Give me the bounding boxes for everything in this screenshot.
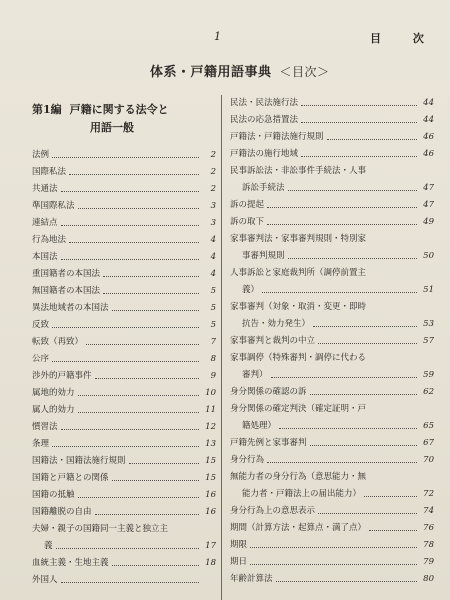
- toc-entry-page: 70: [423, 455, 434, 465]
- toc-entry-title-cont: 訴訟手続法: [242, 183, 285, 193]
- toc-entry-title-cont: 抗告・効力発生）: [242, 319, 311, 329]
- toc-entry-page: 5: [210, 303, 216, 313]
- toc-entry: [230, 161, 434, 195]
- toc-entry-title: 無能力者の身分行為（意思能力・無: [230, 472, 367, 482]
- toc-title-main: 体系・戸籍用語事典: [150, 65, 272, 80]
- toc-entry-title: 条理: [32, 439, 50, 449]
- toc-entry: [32, 332, 216, 349]
- leader-dots: [78, 395, 199, 396]
- toc-entry: [32, 179, 216, 196]
- toc-entry-title: 反致: [32, 320, 50, 330]
- leader-dots: [276, 581, 417, 582]
- toc-entry-page: 4: [210, 235, 216, 245]
- toc-entry-page: 17: [205, 541, 216, 551]
- toc-entry-title: 渉外的戸籍事件: [32, 371, 92, 381]
- toc-entry: [32, 349, 216, 366]
- leader-dots: [129, 463, 199, 464]
- toc-entry-page: 15: [205, 456, 216, 466]
- toc-entry-page: 57: [423, 336, 434, 346]
- leader-dots: [301, 156, 417, 157]
- toc-entry-title: 国籍の抵触: [32, 490, 75, 500]
- toc-entry-page: 8: [210, 354, 216, 364]
- toc-entry: [32, 519, 216, 553]
- leader-dots: [112, 310, 199, 311]
- toc-entry-title: 家事審判と裁判の中立: [230, 336, 316, 346]
- toc-entry-page: 44: [423, 115, 434, 125]
- toc-entry-page: 59: [423, 370, 434, 380]
- toc-entry-title: 家事審判法・家事審判規則・特別家: [230, 234, 367, 244]
- toc-entry-title-cont: 事審判規則: [242, 251, 285, 261]
- toc-entry: [230, 297, 434, 331]
- page-number: 1: [214, 30, 221, 43]
- leader-dots: [52, 157, 199, 158]
- leader-dots: [56, 548, 199, 549]
- leader-dots: [52, 446, 199, 447]
- toc-entry-title: 民事訴訟法・非訟事件手続法・人事: [230, 166, 367, 176]
- leader-dots: [78, 412, 199, 413]
- leader-dots: [250, 547, 417, 548]
- toc-entry-page: 3: [210, 201, 216, 211]
- toc-entry-title: 連結点: [32, 218, 58, 228]
- toc-entry-title: 身分行為: [230, 455, 265, 465]
- toc-column-left: [32, 93, 216, 587]
- toc-entry-page: 67: [423, 438, 434, 448]
- leader-dots: [288, 190, 417, 191]
- toc-entry-page: 62: [423, 387, 434, 397]
- chapter-heading: [32, 101, 216, 137]
- toc-entry-page: 5: [210, 320, 216, 330]
- toc-entry-title: 本国法: [32, 252, 58, 262]
- leader-dots: [78, 208, 199, 209]
- toc-entry-title-cont: 義: [44, 541, 53, 551]
- toc-entry-title: 身分関係の確認の訴: [230, 387, 307, 397]
- toc-entry-page: 16: [205, 507, 216, 517]
- toc-entry-title-cont: 審判）: [242, 370, 268, 380]
- toc-entry-page: 4: [210, 252, 216, 262]
- toc-entry: [230, 127, 434, 144]
- toc-entry-page: 11: [205, 405, 216, 415]
- toc-entry: [32, 451, 216, 468]
- toc-entry-page: 7: [210, 337, 216, 347]
- toc-entry: [32, 383, 216, 400]
- leader-dots: [318, 513, 417, 514]
- toc-entry-page: 9: [210, 371, 216, 381]
- toc-entry-title: 身分関係の確定判決（確定証明・戸: [230, 404, 367, 414]
- toc-entry-page: 78: [423, 540, 434, 550]
- toc-entry-title-cont: 籍処理）: [242, 421, 277, 431]
- toc-entry-title: 重国籍者の本国法: [32, 269, 101, 279]
- leader-dots: [69, 174, 199, 175]
- leader-dots: [103, 276, 199, 277]
- toc-entry-page: 2: [210, 184, 216, 194]
- toc-entry-title: 転致（再致）: [32, 337, 84, 347]
- toc-entry-page: 16: [205, 490, 216, 500]
- toc-entry-title: 年齢計算法: [230, 574, 273, 584]
- toc-entry-title: 期間（計算方法・起算点・満了点）: [230, 523, 367, 533]
- leader-dots: [271, 377, 417, 378]
- toc-entry-page: 79: [423, 557, 434, 567]
- toc-entry: [230, 263, 434, 297]
- toc-entry-title: 人事訴訟と家庭裁判所（調停前置主: [230, 268, 367, 278]
- toc-entry-title: 属地的効力: [32, 388, 75, 398]
- toc-entry-page: 47: [423, 200, 434, 210]
- toc-title: [150, 61, 330, 80]
- leader-dots: [310, 445, 417, 446]
- toc-entry-page: 2: [210, 167, 216, 177]
- chapter-title-line1: 戸籍に関する法令と: [69, 103, 169, 116]
- toc-entry: [230, 501, 434, 518]
- toc-entry-page: 46: [423, 132, 434, 142]
- toc-entry-page: 13: [205, 439, 216, 449]
- toc-entry-page: 50: [423, 251, 434, 261]
- toc-entry-title: 国籍離脱の自由: [32, 507, 92, 517]
- toc-entry-page: 10: [205, 388, 216, 398]
- running-header: 目 次: [370, 32, 438, 45]
- leader-dots: [301, 105, 417, 106]
- toc-entry: [230, 212, 434, 229]
- leader-dots: [52, 327, 199, 328]
- toc-entry-page: 72: [423, 489, 434, 499]
- toc-entry-title: 行為地法: [32, 235, 67, 245]
- leader-dots: [112, 565, 199, 566]
- toc-entry: [230, 331, 434, 348]
- toc-entry: [230, 93, 434, 110]
- toc-entry: [32, 298, 216, 315]
- toc-entry-page: 2: [210, 150, 216, 160]
- toc-entry: [32, 468, 216, 485]
- toc-entry: [32, 247, 216, 264]
- toc-entry: [32, 145, 216, 162]
- toc-entry: [32, 417, 216, 434]
- toc-entry-title: 国籍と戸籍との関係: [32, 473, 109, 483]
- leader-dots: [369, 530, 417, 531]
- toc-entry: [230, 195, 434, 212]
- toc-entry: [32, 196, 216, 213]
- toc-entry-title: 共通法: [32, 184, 58, 194]
- toc-entry-page: 76: [423, 523, 434, 533]
- leader-dots: [279, 428, 417, 429]
- toc-entry-title: 慣習法: [32, 422, 58, 432]
- leader-dots: [313, 326, 417, 327]
- toc-entry-title-cont: 義）: [242, 285, 260, 295]
- toc-entry-page: 65: [423, 421, 434, 431]
- leader-dots: [364, 496, 417, 497]
- toc-entry: [230, 144, 434, 161]
- toc-entry-page: 80: [423, 574, 434, 584]
- leader-dots: [267, 224, 417, 225]
- toc-entry: [230, 569, 434, 586]
- toc-entry: [230, 552, 434, 569]
- toc-entry-title: 戸籍先例と家事審判: [230, 438, 307, 448]
- leader-dots: [61, 582, 199, 583]
- toc-entry-title: 身分行為上の意思表示: [230, 506, 316, 516]
- toc-list-left: [32, 145, 216, 587]
- toc-entry-page: 12: [205, 422, 216, 432]
- toc-title-sub: ＜目次＞: [279, 65, 330, 79]
- toc-entry-title: 国籍法・国籍法施行規則: [32, 456, 126, 466]
- toc-entry: [230, 518, 434, 535]
- toc-entry-title: 訴の提起: [230, 200, 265, 210]
- toc-entry-title: 異法地域者の本国法: [32, 303, 109, 313]
- leader-dots: [267, 462, 417, 463]
- toc-entry-page: 5: [210, 286, 216, 296]
- toc-entry-title: 期日: [230, 557, 248, 567]
- toc-entry: [230, 433, 434, 450]
- toc-entry-page: 4: [210, 269, 216, 279]
- toc-entry: [32, 400, 216, 417]
- leader-dots: [262, 292, 417, 293]
- toc-entry-page: 44: [423, 98, 434, 108]
- leader-dots: [86, 344, 199, 345]
- toc-entry: [230, 382, 434, 399]
- leader-dots: [267, 207, 417, 208]
- toc-entry-page: 15: [205, 473, 216, 483]
- toc-entry-page: 47: [423, 183, 434, 193]
- toc-entry: [32, 281, 216, 298]
- leader-dots: [327, 139, 417, 140]
- leader-dots: [61, 225, 199, 226]
- toc-entry-title: 国際私法: [32, 167, 67, 177]
- toc-entry-page: 49: [423, 217, 434, 227]
- leader-dots: [52, 361, 199, 362]
- toc-entry: [230, 110, 434, 127]
- toc-entry-page: 46: [423, 149, 434, 159]
- leader-dots: [103, 293, 199, 294]
- toc-entry-title: 準国際私法: [32, 201, 75, 211]
- toc-entry-title: 戸籍法の施行地域: [230, 149, 299, 159]
- toc-entry-title: 血統主義・生地主義: [32, 558, 109, 568]
- toc-entry: [32, 485, 216, 502]
- leader-dots: [318, 343, 417, 344]
- leader-dots: [61, 191, 199, 192]
- toc-entry-page: 18: [205, 558, 216, 568]
- leader-dots: [61, 429, 199, 430]
- chapter-number: 第1編: [32, 103, 62, 116]
- toc-entry: [32, 264, 216, 281]
- toc-entry-title: 戸籍法・戸籍法施行規則: [230, 132, 324, 142]
- toc-entry: [32, 230, 216, 247]
- leader-dots: [69, 242, 199, 243]
- toc-entry: [230, 399, 434, 433]
- toc-entry-title: 民法・民法施行法: [230, 98, 299, 108]
- toc-column-right: [230, 93, 434, 586]
- toc-entry: [230, 535, 434, 552]
- toc-list-right: [230, 93, 434, 586]
- toc-entry-title: 公序: [32, 354, 50, 364]
- leader-dots: [301, 122, 417, 123]
- chapter-title-line2: 用語一般: [90, 121, 134, 134]
- toc-entry: [230, 450, 434, 467]
- toc-entry: [32, 315, 216, 332]
- toc-entry-title: 家事調停（特殊審判・調停に代わる: [230, 353, 367, 363]
- leader-dots: [78, 497, 199, 498]
- toc-entry-title: 法例: [32, 150, 50, 160]
- toc-entry: [32, 502, 216, 519]
- toc-entry-page: 51: [423, 285, 434, 295]
- toc-entry: [32, 213, 216, 230]
- toc-entry: [32, 570, 216, 587]
- toc-entry-title: 属人的効力: [32, 405, 75, 415]
- toc-entry-title: 期限: [230, 540, 248, 550]
- leader-dots: [95, 514, 199, 515]
- toc-entry-title: 家事審判（対象・取消・変更・即時: [230, 302, 367, 312]
- toc-entry: [230, 467, 434, 501]
- toc-entry-title: 夫婦・親子の国籍同一主義と独立主: [32, 524, 169, 534]
- leader-dots: [288, 258, 417, 259]
- column-divider: [221, 95, 222, 600]
- toc-entry-title: 訴の取下: [230, 217, 265, 227]
- toc-entry: [230, 229, 434, 263]
- leader-dots: [310, 394, 417, 395]
- toc-entry: [230, 348, 434, 382]
- leader-dots: [95, 378, 199, 379]
- toc-entry: [32, 553, 216, 570]
- toc-entry-page: 74: [423, 506, 434, 516]
- toc-entry-page: 3: [210, 218, 216, 228]
- toc-entry-title: 外国人: [32, 575, 58, 585]
- leader-dots: [61, 259, 199, 260]
- toc-entry-title: 無国籍者の本国法: [32, 286, 101, 296]
- leader-dots: [112, 480, 199, 481]
- leader-dots: [250, 564, 417, 565]
- toc-entry: [32, 162, 216, 179]
- toc-entry-title-cont: 能力者・戸籍法上の届出能力）: [242, 489, 362, 499]
- toc-entry: [32, 366, 216, 383]
- toc-entry: [32, 434, 216, 451]
- toc-entry-page: 53: [423, 319, 434, 329]
- toc-entry-title: 民法の応急措置法: [230, 115, 299, 125]
